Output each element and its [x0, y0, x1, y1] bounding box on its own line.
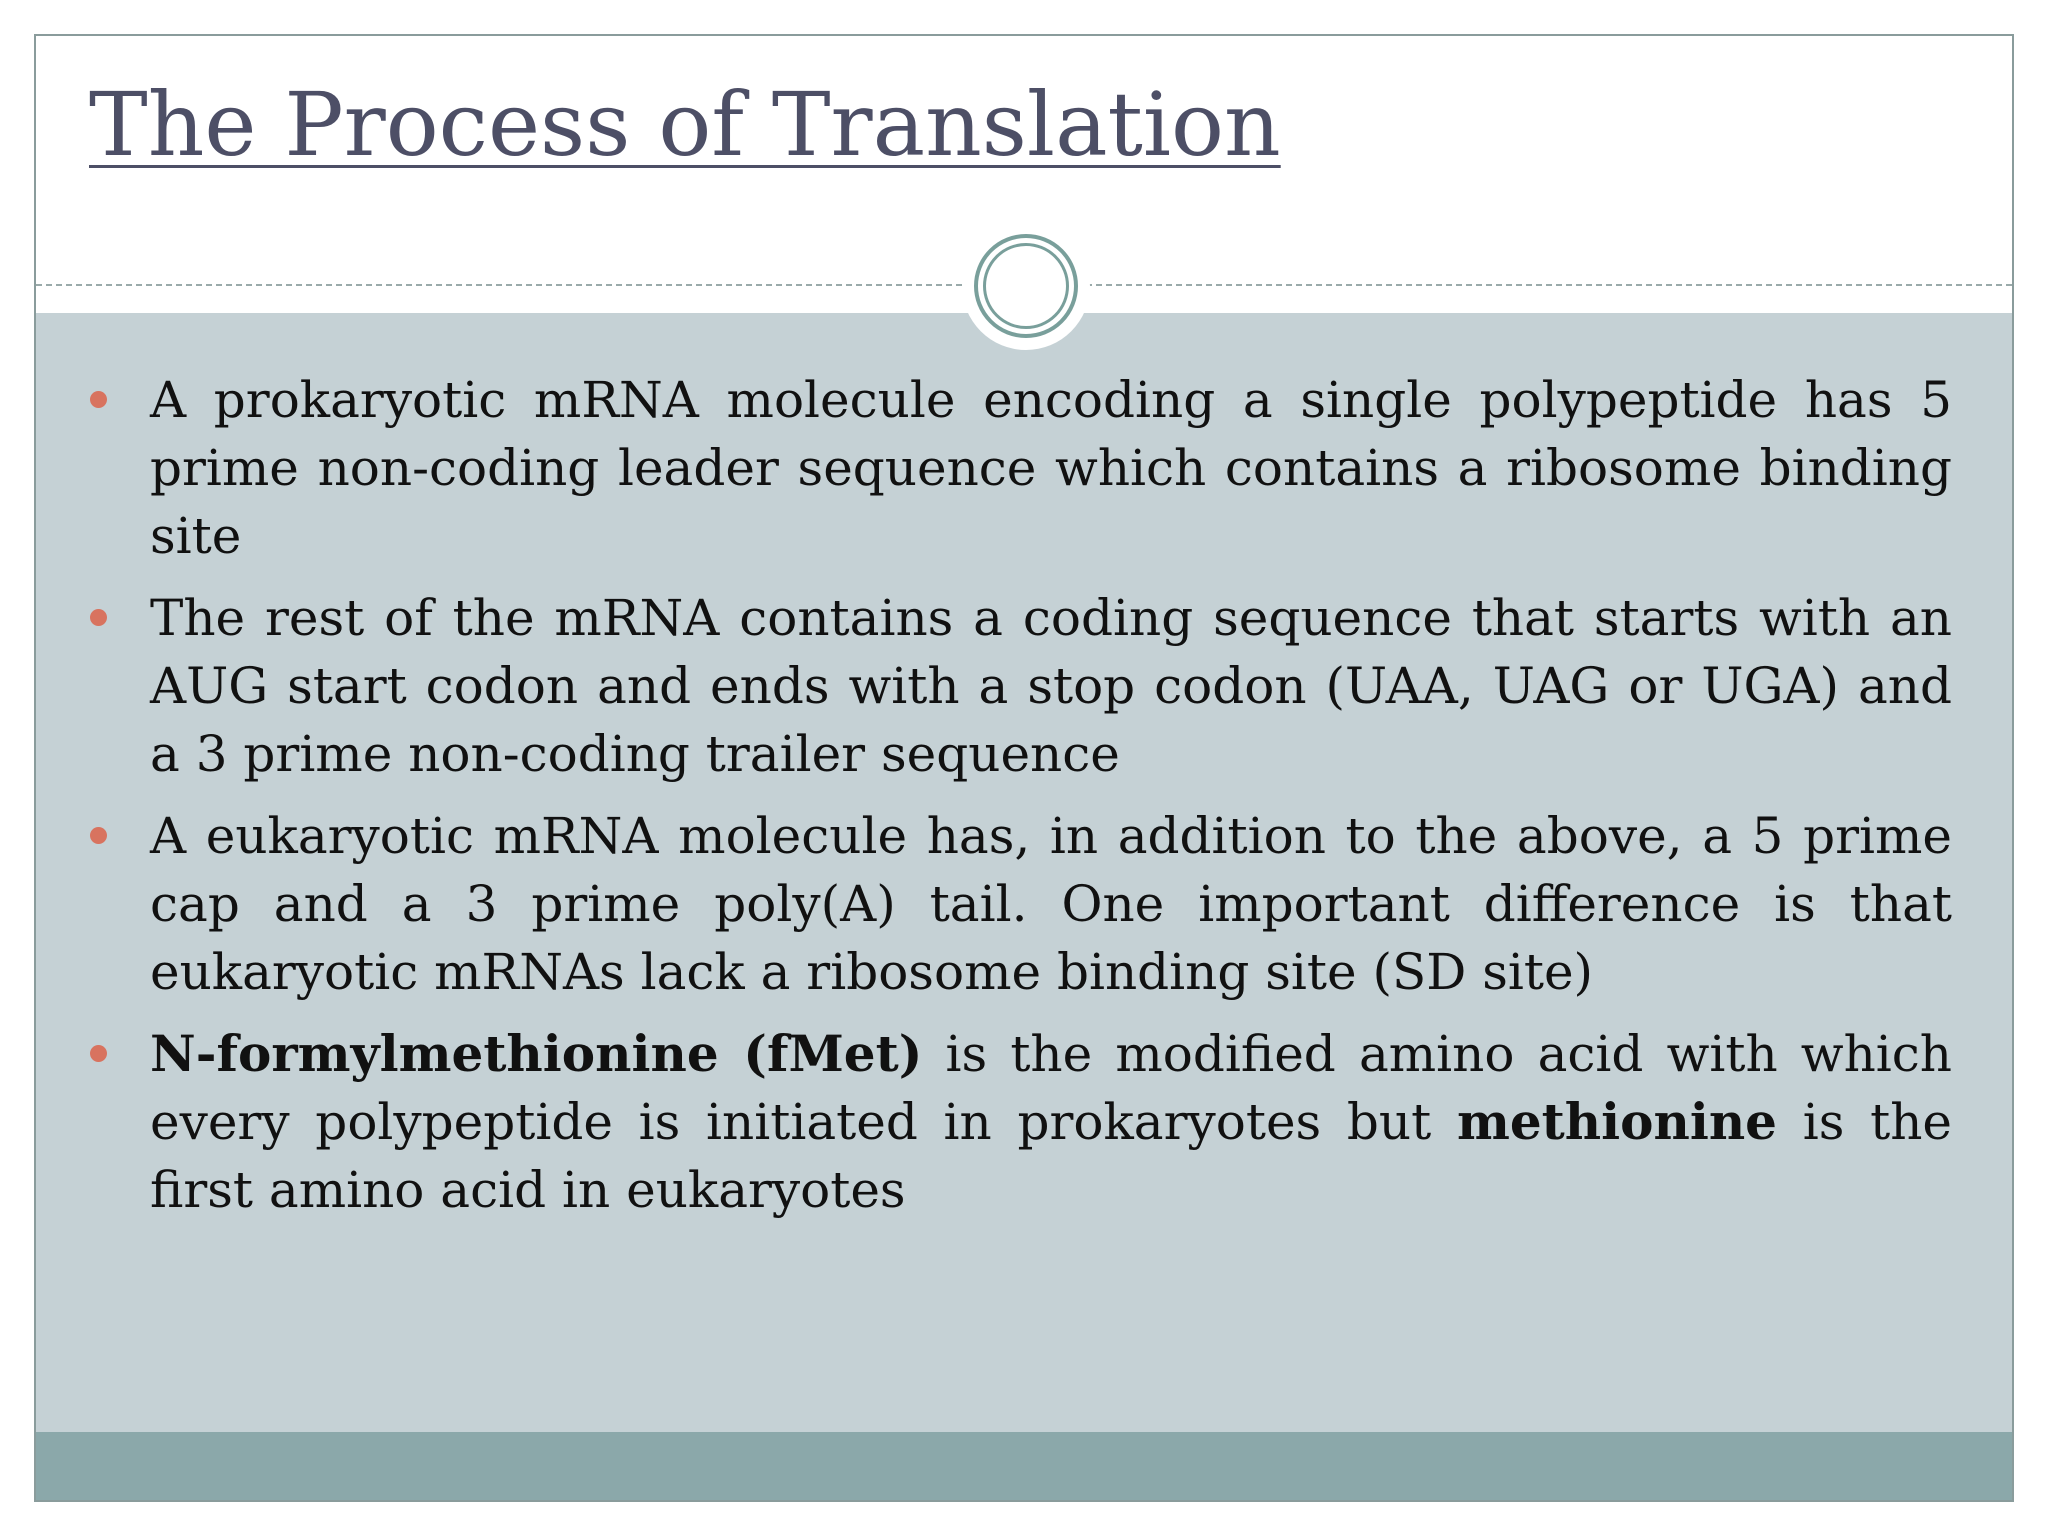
bullet-dot-icon [90, 609, 107, 626]
bullet-item [150, 366, 1952, 570]
ring-ornament-icon [974, 234, 1078, 338]
bullet-dot-icon [90, 1045, 107, 1062]
slide-title: The Process of Translation [89, 73, 1281, 176]
bullet-text: A eukaryotic mRNA molecule has, in addition to the above, a 5 prime cap and a 3 prime poly(A) tail. One important difference is that eukaryotic mRNAs lack a ribosome binding site (SD site) [150, 807, 1952, 1001]
bullet-term-methionine: methionine [1456, 1092, 1777, 1151]
footer-band [36, 1432, 2012, 1502]
bullet-item [150, 802, 1952, 1006]
bullet-text: A prokaryotic mRNA molecule encoding a single polypeptide has 5 prime non-coding leader sequence which contains a ribosome binding site [150, 371, 1952, 565]
slide [34, 34, 2014, 1502]
bullet-text: The rest of the mRNA contains a coding sequence that starts with an AUG start codon and ends with a stop codon (UAA, UAG or UGA) and a 3 prime non-coding trailer sequence [150, 589, 1952, 783]
bullet-text: is the modified amino acid with which every polypeptide is initiated in prokaryotes but [150, 1025, 1952, 1151]
bullet-item [150, 584, 1952, 788]
bullet-dot-icon [90, 827, 107, 844]
bullet-term-fmet: N-formylmethionine (fMet) [150, 1024, 923, 1083]
bullet-dot-icon [90, 391, 107, 408]
bullet-list [150, 366, 1952, 1238]
bullet-item [150, 1020, 1952, 1224]
bullet-text: is the first amino acid in eukaryotes [150, 1093, 1952, 1219]
